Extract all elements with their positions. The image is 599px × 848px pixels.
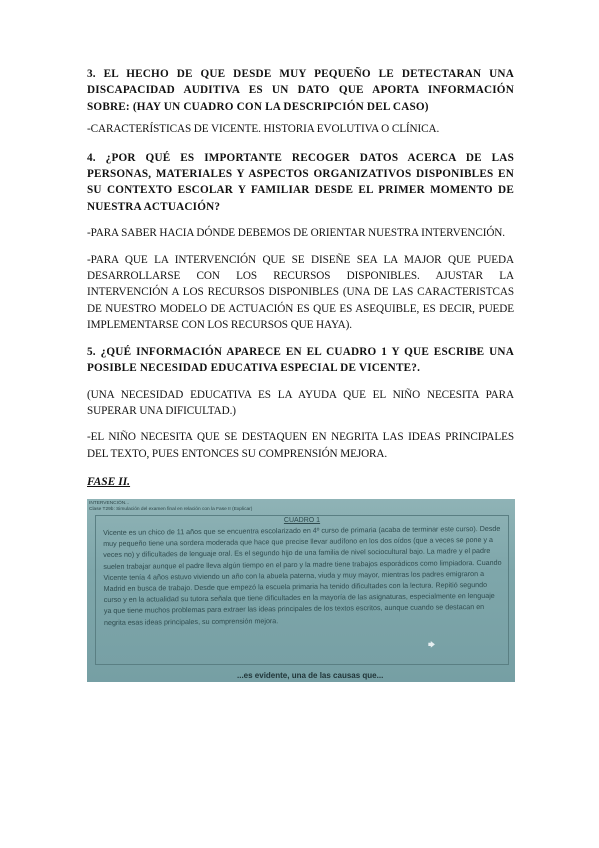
cuadro-1-text: Vicente es un chico de 11 años que se encuentra escolarizado en 4º curso de primaria (acaba de terminar este curso). Desde muy pequeño tiene una sordera moderada que hace que precise llevar audífono en los dos oídos (que a veces se pone y a veces no) y dificultades de lenguaje oral. Es el segundo hijo de una familia de nivel sociocultural bajo. La madre y el padre suelen trabajar aunque el padre lleva algún tiempo en el paro y la madre tiene trabajos esporádicos como limpiadora. Cuando Vicente tenía 4 años estuvo viviendo un año con la abuela paterna, viuda y muy mayor, mientras los padres emigraron a Madrid en busca de trabajo. Desde que empezó la escuela primaria ha tenido dificultades con la lectura. Repitió segundo curso y en la actualidad su tutora señala que tiene dificultades en la mayoría de las asignaturas, especialmente en lenguaje ya que tiene muchos problemas para extraer las ideas principales de los textos escritos, aunque cuando se destacan en negrita esas ideas principales, su comprensión mejora. <box>103 524 502 627</box>
question-3: 3. EL HECHO DE QUE DESDE MUY PEQUEÑO LE DETECTARAN UNA DISCAPACIDAD AUDITIVA ES UN DATO QUE APORTA INFORMACIÓN SOBRE: (HAY UN CUADRO CON LA DESCRIPCIÓN DEL CASO) <box>87 68 514 113</box>
answer-5-2: -EL NIÑO NECESITA QUE SE DESTAQUEN EN NEGRITA LAS IDEAS PRINCIPALES DEL TEXTO, PUES ENTONCES SU COMPRENSIÓN MEJORA. <box>87 431 514 460</box>
document-page <box>87 66 514 491</box>
photo-header-line-2: Clase T29b: Simulación del examen final en relación con la Fase II (Explicar) <box>89 507 253 512</box>
case-photo <box>87 499 515 682</box>
answer-4-2: -PARA QUE LA INTERVENCIÓN QUE SE DISEÑE SEA LA MAJOR QUE PUEDA DESARROLLARSE CON LOS RECURSOS DISPONIBLES. AJUSTAR LA INTERVENCIÓN A LOS RECURSOS DISPONIBLES (UNA DE LAS CARACTERISTCAS DE NUESTRO MODELO DE ACTUACIÓN ES QUE ES ASEQUIBLE, ES DECIR, PUEDE IMPLEMENTARSE CON LOS RECURSOS QUE HAYA). <box>87 253 514 332</box>
photo-header <box>89 501 252 513</box>
section-heading-fase-ii: FASE II. <box>87 476 131 489</box>
cuadro-1-title: CUADRO 1 <box>283 517 321 524</box>
answer-4-1: -PARA SABER HACIA DÓNDE DEBEMOS DE ORIENTAR NUESTRA INTERVENCIÓN. <box>87 227 505 240</box>
question-5: 5. ¿QUÉ INFORMACIÓN APARECE EN EL CUADRO 1 Y QUE ESCRIBE UNA POSIBLE NECESIDAD EDUCATIVA ESPECIAL DE VICENTE?. <box>87 345 514 375</box>
photo-bottom-text: ...es evidente, una de las causas que... <box>237 671 384 680</box>
photo-header-line-1: INTERVENCIÓN... <box>89 501 130 506</box>
cuadro-1-box <box>95 515 509 665</box>
mouse-cursor-icon: 🡆 <box>428 641 436 649</box>
answer-5-1: (UNA NECESIDAD EDUCATIVA ES LA AYUDA QUE EL NIÑO NECESITA PARA SUPERAR UNA DIFICULTAD.) <box>87 388 514 417</box>
question-4: 4. ¿POR QUÉ ES IMPORTANTE RECOGER DATOS ACERCA DE LAS PERSONAS, MATERIALES Y ASPECTOS ORGANIZATIVOS DISPONIBLES EN SU CONTEXTO ESCOLAR Y FAMILIAR DESDE EL PRIMER MOMENTO DE NUESTRA ACTUACIÓN? <box>87 151 514 213</box>
answer-3: -CARACTERÍSTICAS DE VICENTE. HISTORIA EVOLUTIVA O CLÍNICA. <box>87 123 440 136</box>
